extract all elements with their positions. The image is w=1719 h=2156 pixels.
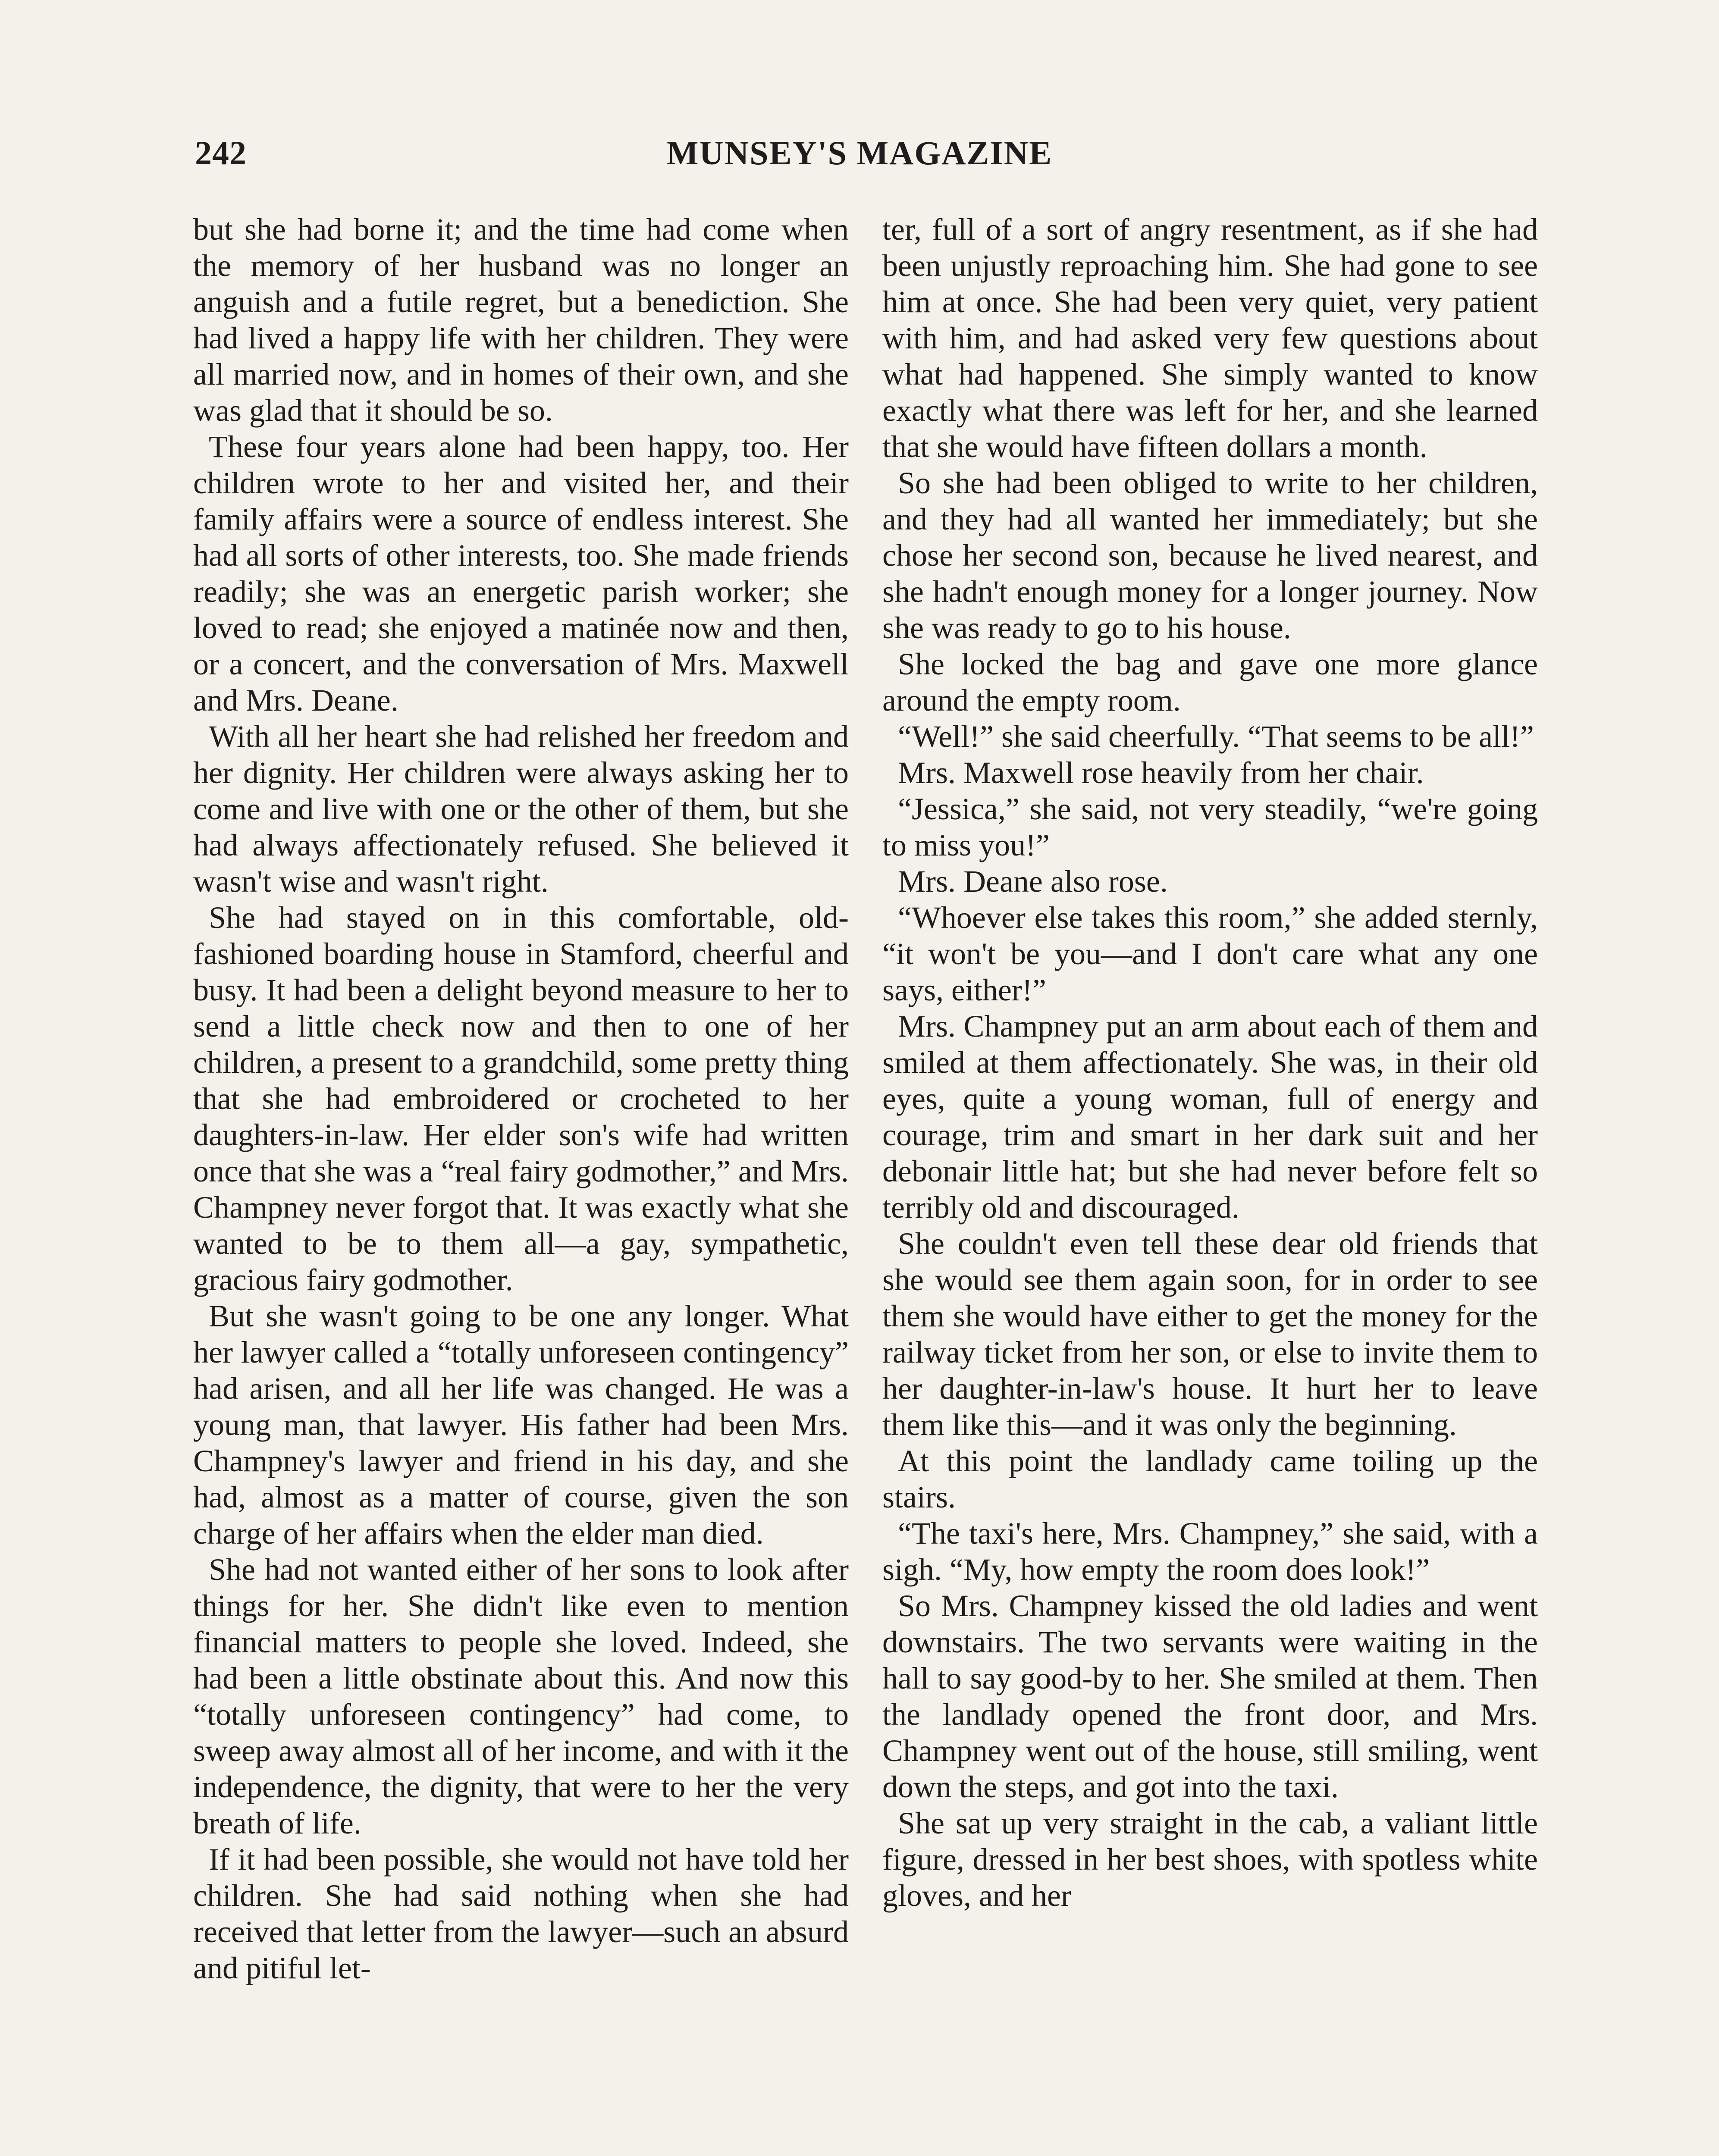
running-head: MUNSEY'S MAGAZINE — [666, 134, 1053, 172]
paragraph: She locked the bag and gave one more glance around the empty room. — [882, 647, 1538, 718]
page-number: 242 — [195, 134, 247, 172]
paragraph: She sat up very straight in the cab, a valiant little figure, dressed in her best shoes, with spotless white gloves, and her — [882, 1806, 1538, 1913]
right-column — [882, 211, 1538, 2156]
dialogue-paragraph: “Jessica,” she said, not very steadily, “we're going to miss you!” — [882, 792, 1538, 862]
page-header — [195, 134, 1524, 177]
paragraph: But she wasn't going to be one any longer. What her lawyer called a “totally unforeseen contingency” had arisen, and all her life was changed. He was a young man, that lawyer. His father had been Mrs. Champney's lawyer and friend in his day, and she had, almost as a matter of course, given the son charge of her affairs when the elder man died. — [193, 1299, 849, 1551]
paragraph: She had not wanted either of her sons to look after things for her. She didn't like even to mention financial matters to people she loved. Indeed, she had been a little obstinate about this. And now this “totally unforeseen contingency” had come, to sweep away almost all of her income, and with it the independence, the dignity, that were to her the very breath of life. — [193, 1552, 849, 1840]
paragraph: So Mrs. Champney kissed the old ladies and went downstairs. The two servants were waiting in the hall to say good-by to her. She smiled at them. Then the landlady opened the front door, and Mrs. Champney went out of the house, still smiling, went down the steps, and got into the taxi. — [882, 1589, 1538, 1804]
dialogue-paragraph: “Whoever else takes this room,” she added sternly, “it won't be you—and I don't care what any one says, either!” — [882, 900, 1538, 1007]
paragraph: She couldn't even tell these dear old friends that she would see them again soon, for in order to see them she would have either to get the money for the railway ticket from her son, or else to invite them to her daughter-in-law's house. It hurt her to leave them like this—and it was only the beginning. — [882, 1226, 1538, 1442]
left-column — [193, 211, 849, 2156]
paragraph: If it had been possible, she would not have told her children. She had said nothing when she had received that letter from the lawyer—such an absurd and pitiful let- — [193, 1842, 849, 1985]
dialogue-paragraph: “The taxi's here, Mrs. Champney,” she said, with a sigh. “My, how empty the room does look!” — [882, 1516, 1538, 1587]
paragraph: At this point the landlady came toiling up the stairs. — [882, 1444, 1538, 1514]
paragraph: Mrs. Champney put an arm about each of them and smiled at them affectionately. She was, in their old eyes, quite a young woman, full of energy and courage, trim and smart in her dark suit and her debonair little hat; but she had never before felt so terribly old and discouraged. — [882, 1009, 1538, 1225]
paragraph: Mrs. Deane also rose. — [898, 864, 1168, 899]
paragraph: So she had been obliged to write to her children, and they had all wanted her immediately; but she chose her second son, because he lived nearest, and she hadn't enough money for a longer journey. Now she was ready to go to his house. — [882, 466, 1538, 645]
dialogue-paragraph: “Well!” she said cheerfully. “That seems to be all!” — [898, 719, 1534, 754]
paragraph: Mrs. Maxwell rose heavily from her chair. — [898, 755, 1424, 790]
paragraph: but she had borne it; and the time had come when the memory of her husband was no longer an anguish and a futile regret, but a benediction. She had lived a happy life with her children. They were all married now, and in homes of their own, and she was glad that it should be so. — [193, 212, 849, 428]
paragraph: ter, full of a sort of angry resentment, as if she had been unjustly reproaching him. She had gone to see him at once. She had been very quiet, very patient with him, and had asked very few questions about what had happened. She simply wanted to know exactly what there was left for her, and she learned that she would have fifteen dollars a month. — [882, 212, 1538, 464]
paragraph: With all her heart she had relished her freedom and her dignity. Her children were always asking her to come and live with one or the other of them, but she had always affectionately refused. She believed it wasn't wise and wasn't right. — [193, 719, 849, 899]
paragraph: These four years alone had been happy, too. Her children wrote to her and visited her, and their family affairs were a source of endless interest. She had all sorts of other interests, too. She made friends readily; she was an energetic parish worker; she loved to read; she enjoyed a matinée now and then, or a concert, and the conversation of Mrs. Maxwell and Mrs. Deane. — [193, 429, 849, 718]
paragraph: She had stayed on in this comfortable, old-fashioned boarding house in Stamford, cheerful and busy. It had been a delight beyond measure to her to send a little check now and then to one of her children, a present to a grandchild, some pretty thing that she had embroidered or crocheted to her daughters-in-law. Her elder son's wife had written once that she was a “real fairy godmother,” and Mrs. Champney never forgot that. It was exactly what she wanted to be to them all—a gay, sympathetic, gracious fairy godmother. — [193, 900, 849, 1297]
